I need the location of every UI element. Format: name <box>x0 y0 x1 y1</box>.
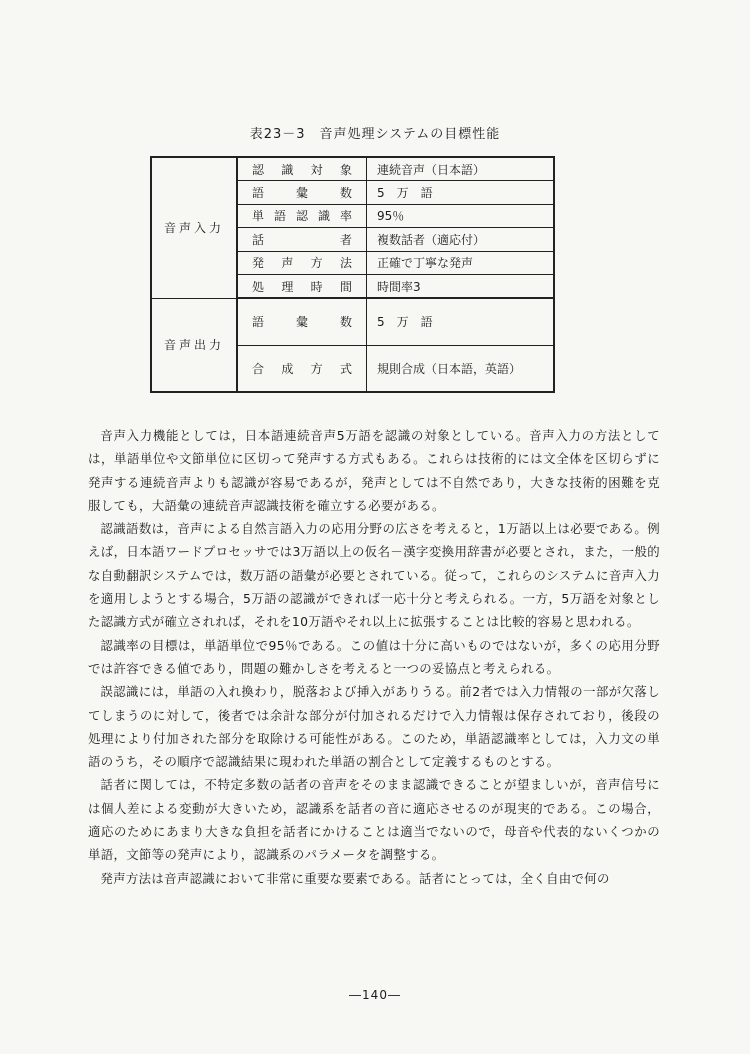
row-item: 話者 <box>237 228 367 252</box>
body-text <box>88 424 660 890</box>
row-item: 語彙数 <box>237 298 367 345</box>
row-item: 認識対象 <box>237 157 367 181</box>
paragraph: 認識率の目標は，単語単位で95％である。この値は十分に高いものではないが，多くの応用分野では許容できる値であり，問題の難かしさを考えると一つの妥協点と考えられる。 <box>88 637 660 676</box>
row-value: 複数話者（適応付） <box>367 228 555 252</box>
row-item: 単語認識率 <box>237 204 367 228</box>
paragraph: 音声入力機能としては，日本語連続音声5万語を認識の対象としている。音声入力の方法としては，単語単位や文節単位に区切って発声する方式もある。これらは技術的には文全体を区切らずに発声する連続音声よりも認識が容易であるが，発声としては不自然であり，大きな技術的困難を克服しても，大語彙の連続音声認識技術を確立する必要がある。 <box>88 428 660 513</box>
group-voice-output: 音声出力 <box>151 298 237 392</box>
row-value: 5 万 語 <box>367 298 555 345</box>
row-item: 発声方法 <box>237 251 367 275</box>
row-item: 合成方式 <box>237 345 367 392</box>
row-value: 95％ <box>367 204 555 228</box>
row-value: 時間率3 <box>367 275 555 299</box>
paragraph: 認識語数は，音声による自然言語入力の応用分野の広さを考えると，1万語以上は必要である。例えば，日本語ワードプロセッサでは3万語以上の仮名－漢字変換用辞書が必要とされ，また，一般的な自動翻訳システムでは，数万語の語彙が必要とされている。従って，これらのシステムに音声入力を適用しようとする場合，5万語の認識ができれば一応十分と考えられる。一方，5万語を対象とした認識方式が確立されれば，それを10万語やそれ以上に拡張することは比較的容易と思われる。 <box>88 521 660 630</box>
page-number: ―140― <box>349 988 401 1002</box>
row-value: 連続音声（日本語） <box>367 157 555 181</box>
paragraph: 話者に関しては，不特定多数の話者の音声をそのまま認識できることが望ましいが，音声信号には個人差による変動が大きいため，認識系を話者の音に適応させるのが現実的である。この場合，適応のためにあまり大きな負担を話者にかけることは適当でないので，母音や代表的ないくつかの単語，文節等の発声により，認識系のパラメータを調整する。 <box>88 777 660 863</box>
target-performance-table <box>150 156 555 393</box>
row-item: 語彙数 <box>237 181 367 205</box>
paragraph: 誤認識には，単語の入れ換わり，脱落および挿入がありうる。前2者では入力情報の一部が欠落してしまうのに対して，後者では余計な部分が付加されるだけで入力情報は保存されており，後段の処理により付加された部分を取除ける可能性がある。このため，単語認識率としては，入力文の単語のうち，その順序で認識結果に現われた単語の割合として定義するものとする。 <box>88 684 660 770</box>
row-value: 5 万 語 <box>367 181 555 205</box>
paragraph: 発声方法は音声認識において非常に重要な要素である。話者にとっては，全く自由で何の <box>100 870 610 886</box>
row-item: 処理時間 <box>237 275 367 299</box>
group-voice-input: 音声入力 <box>151 157 237 298</box>
row-value: 正確で丁寧な発声 <box>367 251 555 275</box>
table-caption: 表23－3 音声処理システムの目標性能 <box>249 127 501 142</box>
row-value: 規則合成（日本語，英語） <box>367 345 555 392</box>
